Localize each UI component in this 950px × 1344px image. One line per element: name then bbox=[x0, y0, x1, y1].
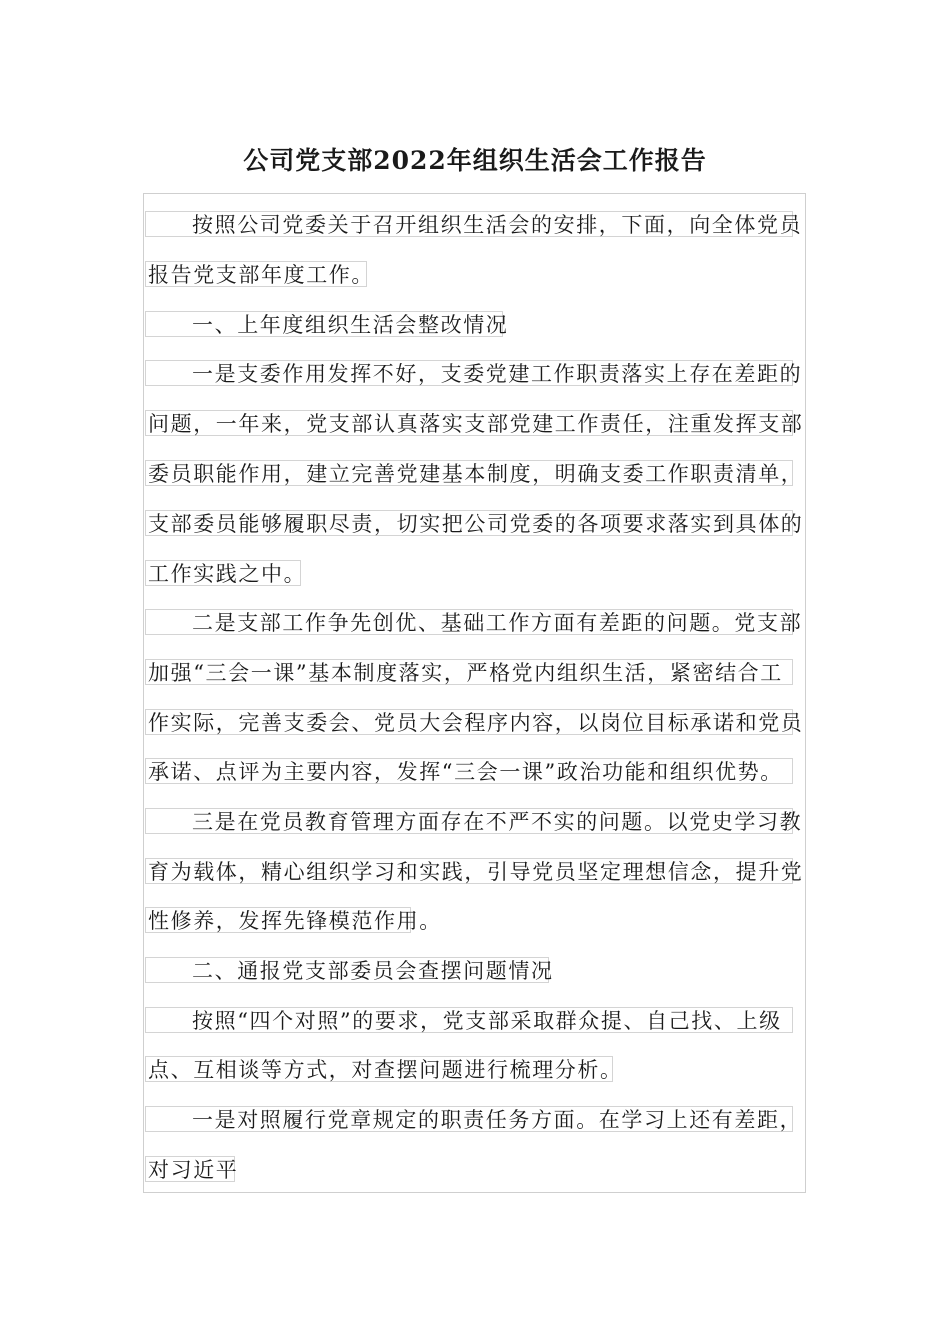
document-title: 公司党支部2022年组织生活会工作报告 bbox=[243, 146, 707, 175]
text-line: 育为载体，精心组织学习和实践，引导党员坚定理想信念，提升党 bbox=[145, 858, 793, 884]
text-line: 支部委员能够履职尽责，切实把公司党委的各项要求落实到具体的 bbox=[145, 510, 793, 536]
text-line: 作实际，完善支委会、党员大会程序内容，以岗位目标承诺和党员 bbox=[145, 709, 793, 735]
text-line: 加强“三会一课”基本制度落实，严格党内组织生活，紧密结合工 bbox=[145, 659, 793, 685]
text-line: 对习近平 bbox=[145, 1156, 235, 1182]
text-line: 承诺、点评为主要内容，发挥“三会一课”政治功能和组织优势。 bbox=[145, 758, 793, 784]
text-line: 三是在党员教育管理方面存在不严不实的问题。以党史学习教 bbox=[145, 808, 793, 834]
text-line: 二、通报党支部委员会查摆问题情况 bbox=[145, 957, 549, 983]
text-line: 报告党支部年度工作。 bbox=[145, 261, 367, 287]
text-line: 工作实践之中。 bbox=[145, 560, 301, 586]
text-line: 问题，一年来，党支部认真落实支部党建工作责任，注重发挥支部 bbox=[145, 410, 793, 436]
text-line: 二是支部工作争先创优、基础工作方面有差距的问题。党支部 bbox=[145, 609, 793, 635]
text-line: 按照公司党委关于召开组织生活会的安排，下面，向全体党员 bbox=[145, 211, 793, 237]
text-line: 委员职能作用，建立完善党建基本制度，明确支委工作职责清单， bbox=[145, 460, 793, 486]
text-line: 一、上年度组织生活会整改情况 bbox=[145, 311, 503, 337]
text-line: 性修养，发挥先锋模范作用。 bbox=[145, 907, 411, 933]
text-frame bbox=[143, 193, 806, 1193]
text-line: 一是支委作用发挥不好，支委党建工作职责落实上存在差距的 bbox=[145, 360, 793, 386]
text-line: 一是对照履行党章规定的职责任务方面。在学习上还有差距， bbox=[145, 1106, 793, 1132]
text-line: 点、互相谈等方式，对查摆问题进行梳理分析。 bbox=[145, 1056, 613, 1082]
text-line: 按照“四个对照”的要求，党支部采取群众提、自己找、上级 bbox=[145, 1007, 793, 1033]
